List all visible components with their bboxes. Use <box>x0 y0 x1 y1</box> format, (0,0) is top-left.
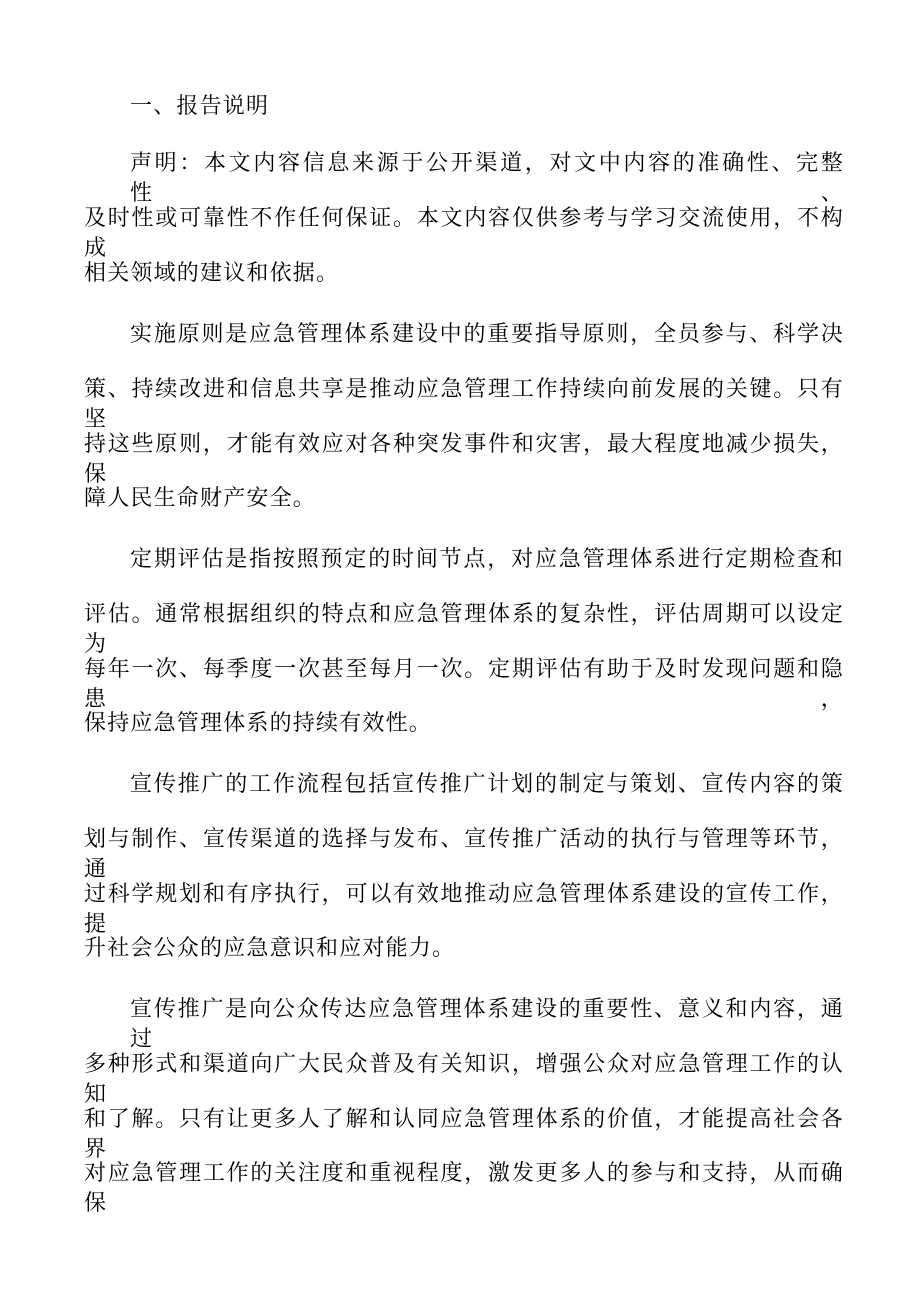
paragraph-line: 宣传推广是向公众传达应急管理体系建设的重要性、意义和内容，通过 <box>130 997 844 1052</box>
paragraph-line: 评估。通常根据组织的特点和应急管理体系的复杂性，评估周期可以设定为 <box>84 602 844 657</box>
paragraph-line: 实施原则是应急管理体系建设中的重要指导原则，全员参与、科学决 <box>130 322 844 347</box>
paragraph-line: 过科学规划和有序执行，可以有效地推动应急管理体系建设的宣传工作，提 <box>84 882 844 937</box>
paragraph-line: 划与制作、宣传渠道的选择与发布、宣传推广活动的执行与管理等环节，通 <box>84 827 844 882</box>
paragraph-line: 声明：本文内容信息来源于公开渠道，对文中内容的准确性、完整性、 <box>130 151 844 206</box>
paragraph-line: 保持应急管理体系的持续有效性。 <box>84 711 433 736</box>
paragraph-line: 及时性或可靠性不作任何保证。本文内容仅供参考与学习交流使用，不构成 <box>84 206 844 261</box>
paragraph-line: 持这些原则，才能有效应对各种突发事件和灾害，最大程度地减少损失，保 <box>84 432 844 487</box>
section-heading: 一、报告说明 <box>130 94 270 119</box>
paragraph-line: 定期评估是指按照预定的时间节点，对应急管理体系进行定期检查和 <box>130 547 844 572</box>
paragraph-line: 每年一次、每季度一次甚至每月一次。定期评估有助于及时发现问题和隐患， <box>84 657 844 712</box>
paragraph-line: 障人民生命财产安全。 <box>84 486 317 511</box>
paragraph-line: 宣传推广的工作流程包括宣传推广计划的制定与策划、宣传内容的策 <box>130 772 844 797</box>
paragraph-line: 升社会公众的应急意识和应对能力。 <box>84 936 456 961</box>
paragraph-line: 相关领域的建议和依据。 <box>84 261 340 286</box>
paragraph-line: 策、持续改进和信息共享是推动应急管理工作持续向前发展的关键。只有坚 <box>84 377 844 432</box>
paragraph-line: 和了解。只有让更多人了解和认同应急管理体系的价值，才能提高社会各界 <box>84 1107 844 1162</box>
paragraph-line: 多种形式和渠道向广大民众普及有关知识，增强公众对应急管理工作的认知 <box>84 1052 844 1107</box>
paragraph-line: 对应急管理工作的关注度和重视程度，激发更多人的参与和支持，从而确保 <box>84 1161 844 1216</box>
